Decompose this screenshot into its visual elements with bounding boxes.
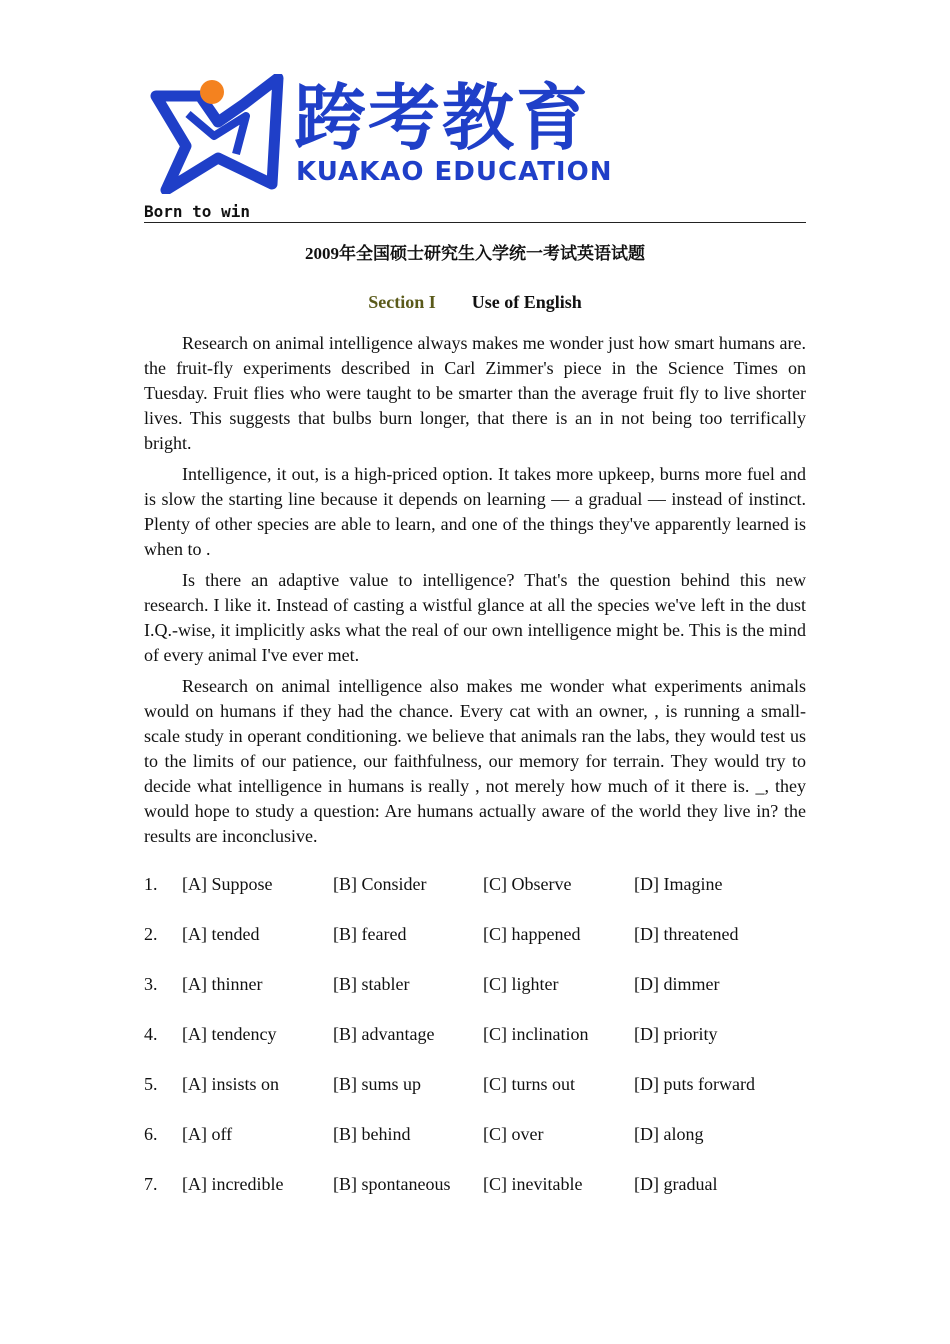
- option-d: [D] priority: [634, 1024, 718, 1044]
- question-row: [144, 1172, 806, 1222]
- option-a: [A] thinner: [182, 974, 263, 994]
- passage-paragraph: Is there an adaptive value to intelligence? That's the question behind this new research. I like it. Instead of casting a wistful glance at all the species we've left in the dust I.Q.-wise, it implicitly asks what the real of our own intelligence might be. This is the mind of every animal I've ever met.: [144, 570, 806, 665]
- question-row: [144, 972, 806, 1022]
- option-b: [B] spontaneous: [333, 1174, 451, 1194]
- passage-paragraph: Research on animal intelligence also makes me wonder what experiments animals would on humans if they had the chance. Every cat with an owner, , is running a small-scale study in operant conditioning. we believe that animals ran the labs, they would test us to the limits of our patience, our faithfulness, our memory for terrain. They would try to decide what intelligence in humans is really , not merely how much of it there is. _, they would hope to study a question: Are humans actually aware of the world they live in? the results are inconclusive.: [144, 676, 806, 846]
- brand-name-chinese: 跨考教育: [294, 76, 591, 160]
- question-row: [144, 1022, 806, 1072]
- passage-paragraph: Research on animal intelligence always makes me wonder just how smart humans are. the fruit-fly experiments described in Carl Zimmer's piece in the Science Times on Tuesday. Fruit flies who were taught to be smarter than the average fruit fly to live shorter lives. This suggests that bulbs burn longer, that there is an in not being too terrifically bright.: [144, 333, 806, 453]
- brand-name-english: KUAKAO EDUCATION: [296, 157, 613, 187]
- section-name: Section I: [368, 292, 436, 312]
- option-c: [C] Observe: [483, 874, 572, 894]
- page-header: [144, 70, 806, 224]
- question-row: [144, 922, 806, 972]
- question-number: 5.: [144, 1074, 158, 1094]
- option-a: [A] tended: [182, 924, 260, 944]
- option-b: [B] stabler: [333, 974, 410, 994]
- option-c: [C] inclination: [483, 1024, 589, 1044]
- option-d: [D] gradual: [634, 1174, 718, 1194]
- kuakao-logo-icon: [148, 74, 288, 194]
- option-d: [D] threatened: [634, 924, 739, 944]
- question-number: 4.: [144, 1024, 158, 1044]
- question-number: 1.: [144, 874, 158, 894]
- section-heading: [144, 290, 806, 314]
- question-number: 2.: [144, 924, 158, 944]
- header-divider: [144, 222, 806, 223]
- option-d: [D] Imagine: [634, 874, 723, 894]
- option-c: [C] over: [483, 1124, 544, 1144]
- document-title: 2009年全国硕士研究生入学统一考试英语试题: [305, 244, 645, 263]
- option-b: [B] sums up: [333, 1074, 422, 1094]
- question-row: [144, 1072, 806, 1122]
- question-row: [144, 872, 806, 922]
- option-a: [A] incredible: [182, 1174, 284, 1194]
- question-number: 7.: [144, 1174, 158, 1194]
- reading-passage: [144, 331, 806, 855]
- option-c: [C] inevitable: [483, 1174, 583, 1194]
- option-d: [D] along: [634, 1124, 704, 1144]
- option-a: [A] off: [182, 1124, 233, 1144]
- option-b: [B] feared: [333, 924, 407, 944]
- passage-paragraph: Intelligence, it out, is a high-priced option. It takes more upkeep, burns more fuel and is slow the starting line because it depends on learning — a gradual — instead of instinct. Plenty of other species are able to learn, and one of the things they've apparently learned is when to .: [144, 464, 806, 559]
- answer-options: [144, 872, 806, 1222]
- option-a: [A] Suppose: [182, 874, 273, 894]
- section-title: Use of English: [471, 292, 582, 312]
- slogan: Born to win: [144, 202, 250, 221]
- question-row: [144, 1122, 806, 1172]
- option-c: [C] lighter: [483, 974, 559, 994]
- option-b: [B] advantage: [333, 1024, 435, 1044]
- option-a: [A] insists on: [182, 1074, 280, 1094]
- option-c: [C] turns out: [483, 1074, 575, 1094]
- question-number: 6.: [144, 1124, 158, 1144]
- option-a: [A] tendency: [182, 1024, 277, 1044]
- option-b: [B] behind: [333, 1124, 411, 1144]
- option-b: [B] Consider: [333, 874, 427, 894]
- option-d: [D] puts forward: [634, 1074, 755, 1094]
- option-d: [D] dimmer: [634, 974, 720, 994]
- option-c: [C] happened: [483, 924, 581, 944]
- question-number: 3.: [144, 974, 158, 994]
